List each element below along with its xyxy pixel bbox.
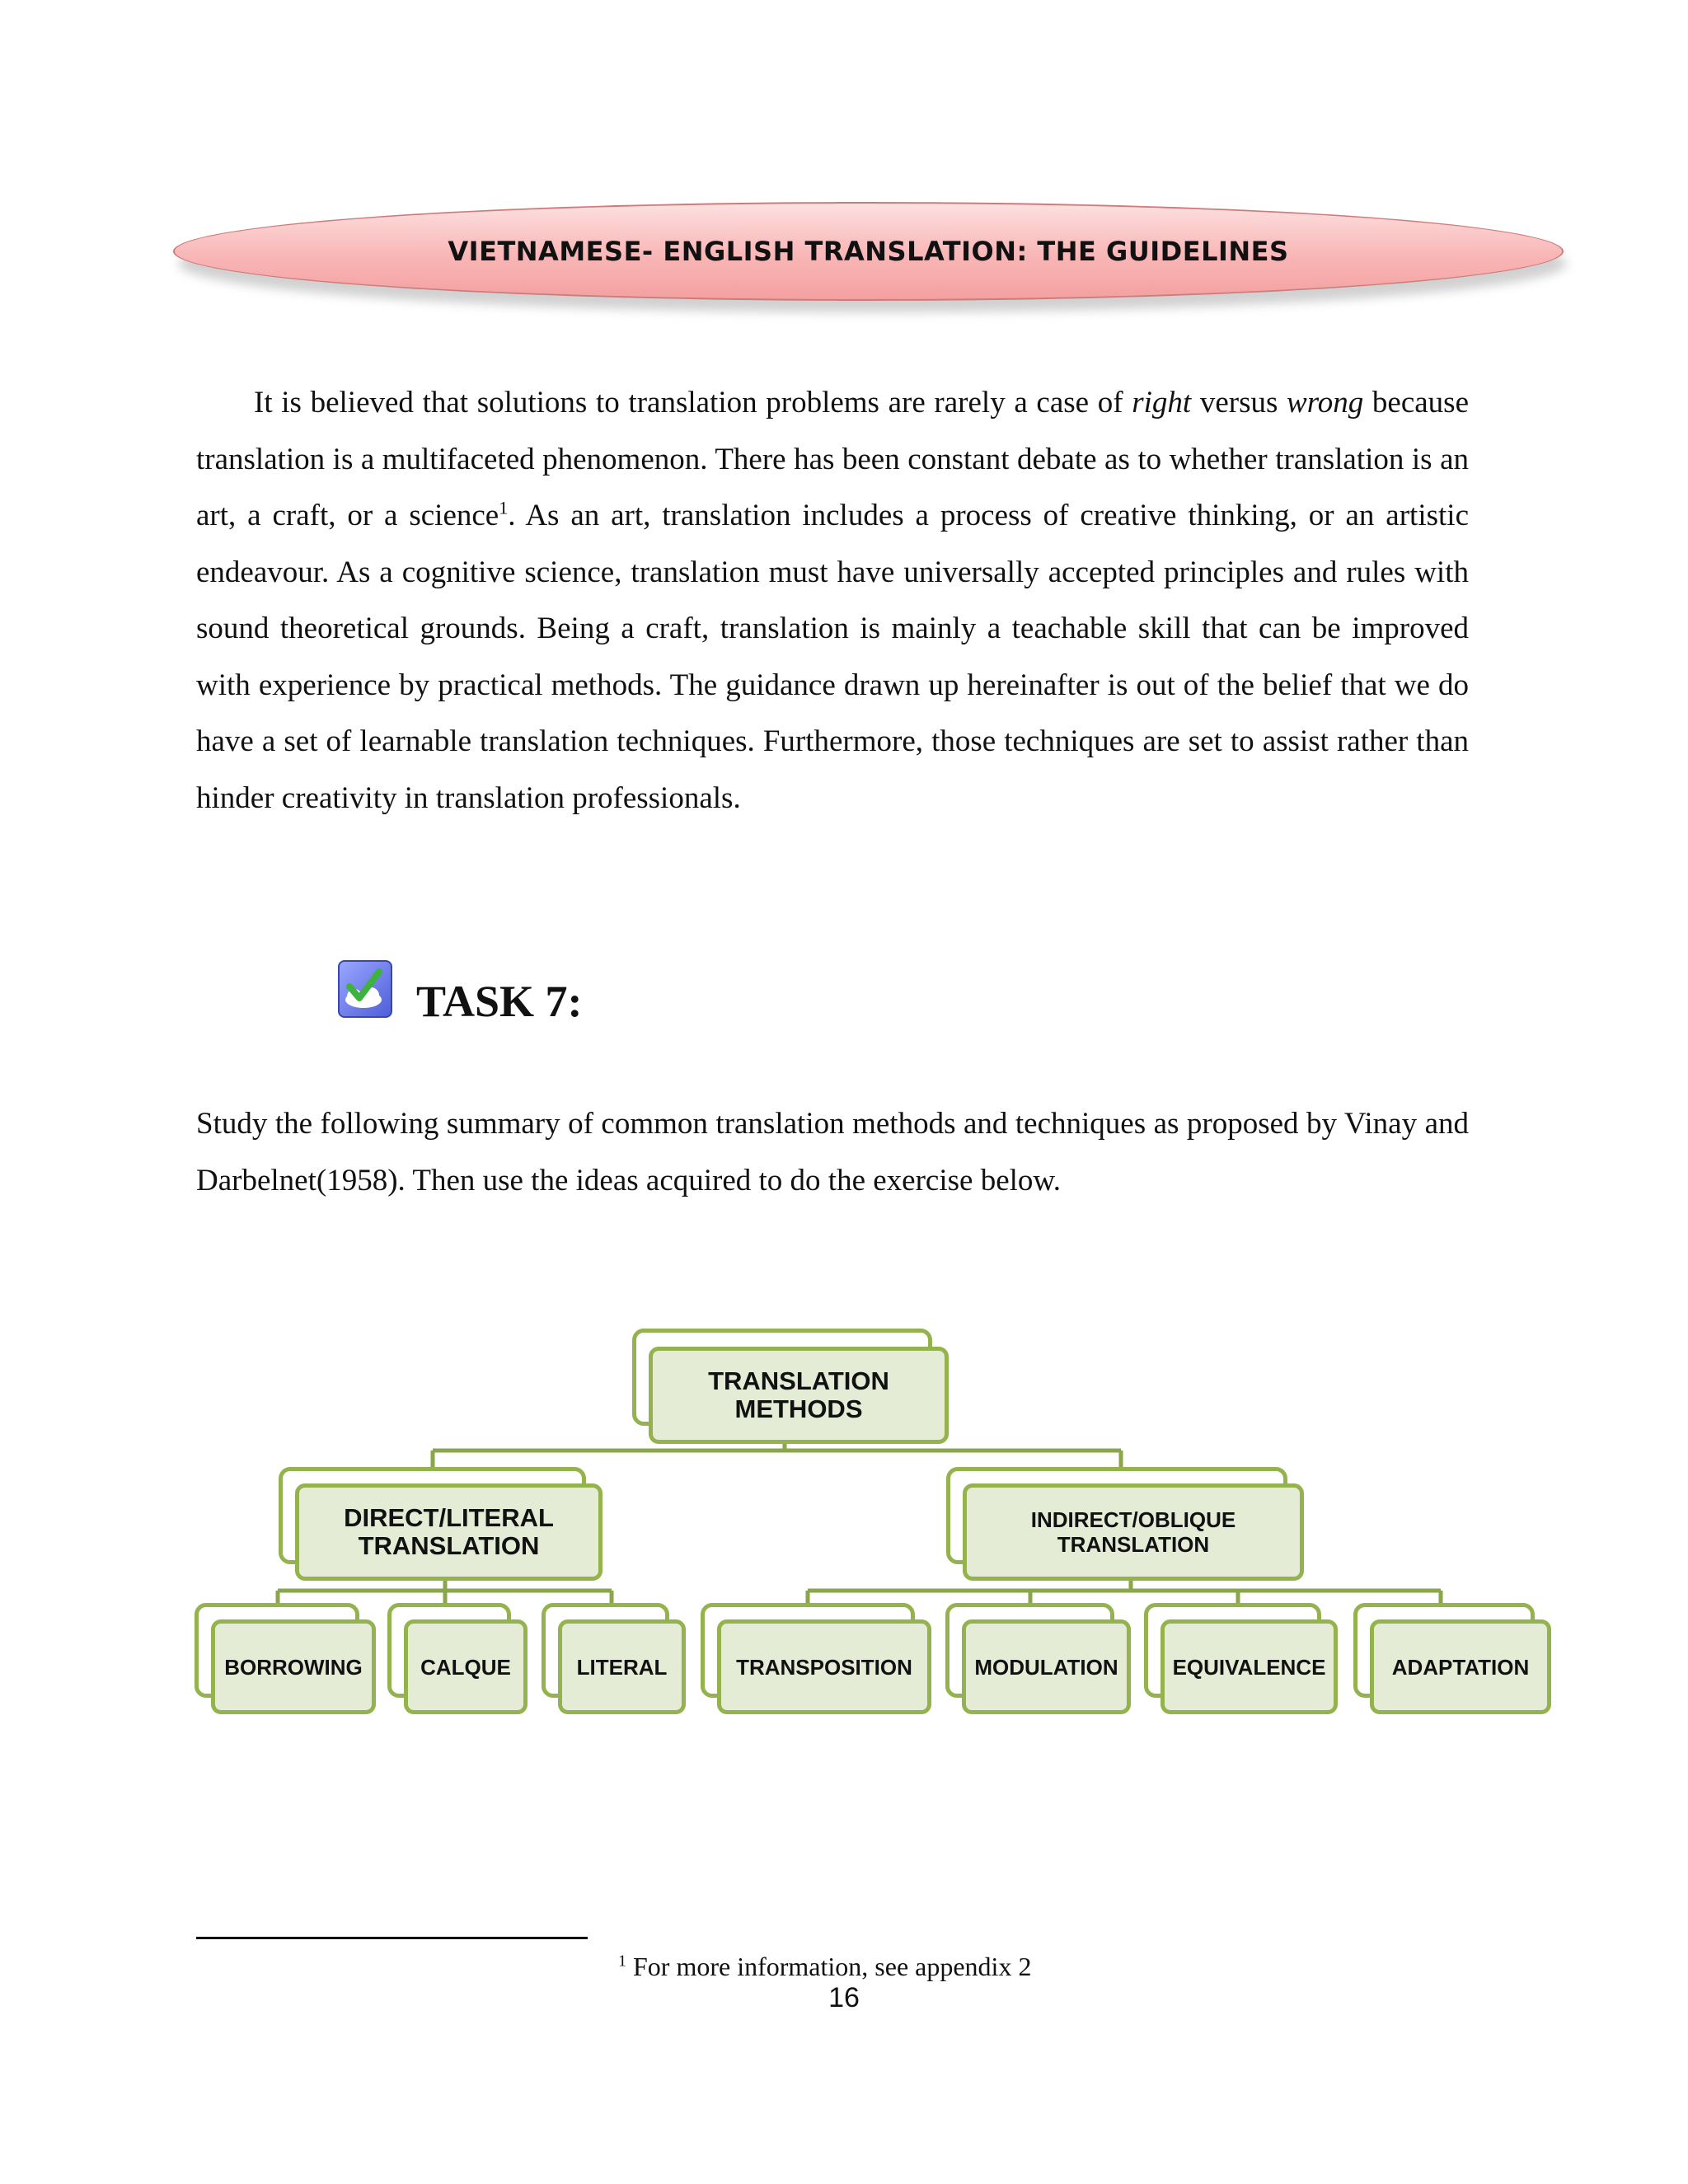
footnote-number: 1 [618, 1952, 626, 1971]
page-title: VIETNAMESE- ENGLISH TRANSLATION: THE GUIDELINES [448, 236, 1289, 267]
intro-emphasis-right: right [1132, 386, 1192, 419]
footnote-reference[interactable]: 1 [499, 497, 509, 518]
diagram-node-literal [542, 1603, 686, 1714]
task-instructions: Study the following summary of common translation methods and techniques as proposed by Vinay and Darbelnet(1958). Then use the ideas acquired to do the exercise below. [196, 1107, 1469, 1197]
diagram-node-root [632, 1329, 950, 1444]
diagram-node-adaptation [1353, 1603, 1551, 1714]
adaptation-label: ADAPTATION [1370, 1619, 1551, 1714]
modulation-label: MODULATION [962, 1619, 1131, 1714]
diagram-node-indirect [946, 1467, 1304, 1581]
diagram-node-modulation [945, 1603, 1131, 1714]
transposition-label: TRANSPOSITION [717, 1619, 931, 1714]
calque-label: CALQUE [404, 1619, 528, 1714]
task-title: TASK 7: [416, 977, 583, 1026]
diagram-node-borrowing [195, 1603, 376, 1714]
title-banner [173, 202, 1562, 309]
intro-text-1: It is believed that solutions to translation problems are rarely a case of [254, 386, 1132, 419]
intro-text-3: because translation is a multifaceted phenomenon. There has been constant debate as to whether translation is an art, a craft, or a science [196, 386, 1470, 532]
diagram-node-transposition [701, 1603, 931, 1714]
root-label: TRANSLATION METHODS [649, 1347, 949, 1444]
direct-label: DIRECT/LITERAL TRANSLATION [295, 1483, 603, 1581]
footnote [618, 1952, 1031, 1982]
intro-emphasis-wrong: wrong [1287, 386, 1364, 419]
diagram-node-direct [279, 1467, 603, 1581]
diagram-node-calque [387, 1603, 528, 1714]
footnote-text: For more information, see appendix 2 [633, 1952, 1032, 1981]
indirect-label: INDIRECT/OBLIQUE TRANSLATION [963, 1483, 1304, 1581]
banner-ellipse [173, 202, 1564, 301]
footnote-divider [196, 1937, 588, 1939]
equivalence-label: EQUIVALENCE [1160, 1619, 1338, 1714]
page-number: 16 [828, 1982, 860, 2013]
diagram-node-equivalence [1144, 1603, 1338, 1714]
checkmark-cloud-icon [338, 960, 392, 1018]
intro-paragraph [196, 375, 1469, 827]
borrowing-label: BORROWING [211, 1619, 376, 1714]
intro-text-2: versus [1191, 386, 1287, 419]
literal-label: LITERAL [558, 1619, 686, 1714]
intro-text-4: . As an art, translation includes a process of creative thinking, or an artistic endeavour. As a cognitive science, translation must have universally accepted principles and rules with sound theoretical grounds. Being a craft, translation is mainly a teachable skill that can be improved with experience by practical methods. The guidance drawn up hereinafter is out of the belief that we do have a set of learnable translation techniques. Furthermore, those techniques are set to assist rather than hinder creativity in translation professionals. [196, 499, 1469, 815]
